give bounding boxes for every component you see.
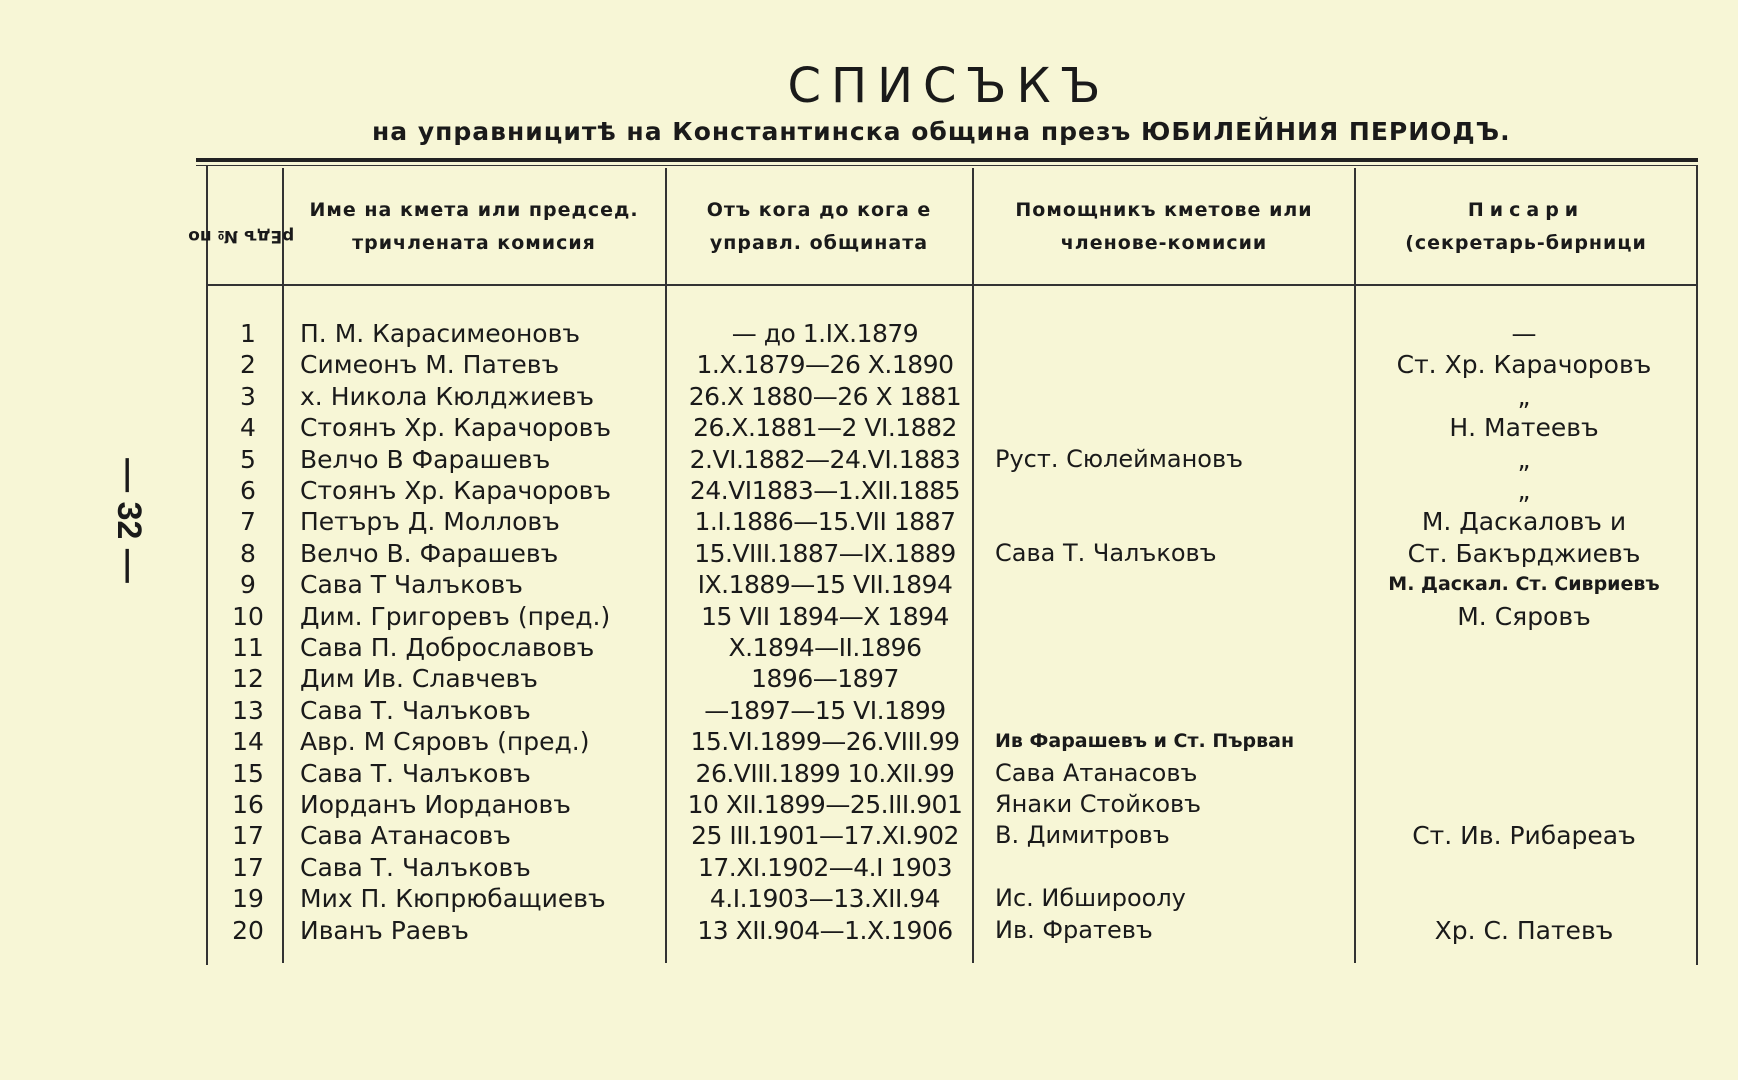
row-assistants: В. Димитровъ [995,821,1170,850]
row-assistants: Янаки Стойковъ [995,790,1202,818]
row-num: 6 [240,476,256,505]
row-clerk: М. Даскаловъ и [1421,507,1627,537]
row-num: 7 [240,507,256,537]
row-assistants: Ив. Фратевъ [995,915,1153,944]
row-name: Петъръ Д. Молловъ [300,507,560,537]
row-num: 10 [232,601,264,631]
row-name: Сава Т. Чалъковъ [300,852,531,882]
row-period: 1896—1897 [751,664,899,694]
table-row [0,601,1738,632]
row-period: 26.X.1881—2 VI.1882 [693,413,957,443]
row-name: Стоянъ Хр. Карачоровъ [300,413,612,443]
row-assistants: Сава Атанасовъ [995,758,1198,787]
row-period: 15.VI.1899—26.VIII.99 [690,727,960,757]
row-assistants: Руст. Сюлеймановъ [995,444,1244,473]
row-period: 25 III.1901—17.XI.902 [691,821,959,851]
page-subtitle: на управницитѣ на Константинска община презъ ЮБИЛЕЙНИЯ ПЕРИОДЪ. [372,117,1511,146]
row-name: Иванъ Раевъ [300,915,469,945]
row-clerk: — [1511,319,1537,348]
row-clerk: „ [1517,381,1531,411]
row-num: 17 [232,852,264,882]
row-period: —1897—15 VI.1899 [704,695,946,725]
row-period: — до 1.IX.1879 [731,319,919,348]
row-name: Дим Ив. Славчевъ [300,664,538,694]
row-num: 16 [232,790,264,819]
row-period: 26.X 1880—26 X 1881 [688,381,962,411]
row-num: 5 [240,444,256,474]
table-top-rule-thin [196,165,1698,166]
row-name: Авр. М Сяровъ (пред.) [300,727,590,757]
row-name: Сава Т. Чалъковъ [300,758,531,788]
row-period: 24.VI1883—1.XII.1885 [689,476,961,505]
header-name-line1: Име на кмета или председ. [309,199,639,221]
table-row [0,381,1738,412]
row-num: 14 [232,727,264,757]
table-row [0,475,1738,506]
row-name: Сава Т Чалъковъ [300,570,523,600]
table-header-rule [206,284,1696,286]
row-num: 11 [232,633,264,662]
row-num: 13 [232,695,264,725]
table-row [0,318,1738,349]
header-num-line1: № по [188,226,238,246]
row-num: 20 [232,915,264,945]
row-name: Стоянъ Хр. Карачоровъ [300,476,612,505]
table-row [0,444,1738,475]
row-clerk: М. Даскал. Ст. Сивриевъ [1388,573,1660,596]
table-row [0,915,1738,946]
header-name [284,194,664,260]
header-assist-line2: членове-комисии [1060,232,1268,254]
row-name: Велчо В. Фарашевъ [300,538,559,568]
row-num: 3 [240,381,256,411]
table-row [0,695,1738,726]
row-period: 1.I.1886—15.VII 1887 [694,507,956,537]
table-row [0,883,1738,914]
row-num: 1 [240,319,256,348]
row-num: 17 [232,821,264,851]
row-name: Сава Т. Чалъковъ [300,695,531,725]
row-num: 8 [240,538,256,568]
table-row [0,632,1738,663]
row-num: 9 [240,570,256,600]
row-num: 12 [232,664,264,694]
row-clerk: Ст. Ив. Рибареаъ [1412,821,1636,851]
page-title: СПИСЪКЪ [787,58,1111,114]
row-clerk: „ [1517,444,1531,474]
table-row [0,569,1738,600]
header-assist [974,194,1354,260]
row-assistants: Сава Т. Чалъковъ [995,538,1217,567]
row-name: Сава П. Доброславовъ [300,633,595,662]
header-name-line2: тричлената комисия [352,232,596,254]
table-top-rule [196,158,1698,162]
row-period: 13 XII.904—1.X.1906 [697,915,953,945]
row-num: 19 [232,884,264,914]
row-period: 17.XI.1902—4.I 1903 [697,852,953,882]
row-assistants: Ив Фарашевъ и Ст. Първан [995,730,1295,753]
table-row [0,412,1738,443]
row-clerk: Хр. С. Патевъ [1434,915,1614,945]
header-period-line2: управл. общината [709,232,929,254]
row-period: 2.VI.1882—24.VI.1883 [689,444,961,474]
row-num: 4 [240,413,256,443]
row-period: 15.VIII.1887—IX.1889 [694,538,956,568]
row-name: Иорданъ Иордановъ [300,790,571,819]
table-row [0,758,1738,789]
table-row [0,726,1738,757]
row-assistants: Ис. Ибшироолу [995,884,1186,913]
row-period: 26.VIII.1899 10.XII.99 [695,758,955,788]
row-clerk: Ст. Бакърджиевъ [1407,538,1641,568]
row-period: 1.X.1879—26 X.1890 [696,350,954,380]
header-num [188,196,295,276]
row-clerk: М. Сяровъ [1457,601,1591,631]
row-clerk: Ст. Хр. Карачоровъ [1396,350,1652,380]
table-row [0,789,1738,820]
table-row [0,538,1738,569]
row-name: Велчо В Фарашевъ [300,444,551,474]
header-period-line1: Отъ кога до кога е [706,199,932,221]
row-clerk: Н. Матеевъ [1449,413,1599,443]
table-row [0,852,1738,883]
row-name: Сава Атанасовъ [300,821,511,851]
row-period: X.1894—II.1896 [728,633,922,662]
row-name: П. М. Карасимеоновъ [300,319,580,348]
table-row [0,820,1738,851]
row-name: х. Никола Кюлджиевъ [300,381,594,411]
table-row [0,663,1738,694]
header-clerk-line2: (секретарь-бирници [1405,232,1647,254]
row-num: 2 [240,350,256,380]
header-clerk-line1: Писари [1467,199,1585,221]
header-clerk [1356,194,1696,260]
row-period: IX.1889—15 VII.1894 [697,570,953,600]
table-row [0,506,1738,537]
header-assist-line1: Помощникъ кметове или [1015,199,1313,221]
row-period: 15 VII 1894—X 1894 [701,601,949,631]
table-row [0,349,1738,380]
row-period: 10 XII.1899—25.III.901 [687,790,963,819]
header-num-line2: рЕдъ [243,226,295,246]
row-name: Дим. Григоревъ (пред.) [300,601,611,631]
row-period: 4.I.1903—13.XII.94 [709,884,941,914]
row-name: Мих П. Кюпрюбащиевъ [300,884,606,914]
row-num: 15 [232,758,264,788]
header-period [667,194,971,260]
row-name: Симеонъ М. Патевъ [300,350,560,380]
page-number-text: — 32 — [109,457,148,583]
row-clerk: „ [1517,476,1531,505]
